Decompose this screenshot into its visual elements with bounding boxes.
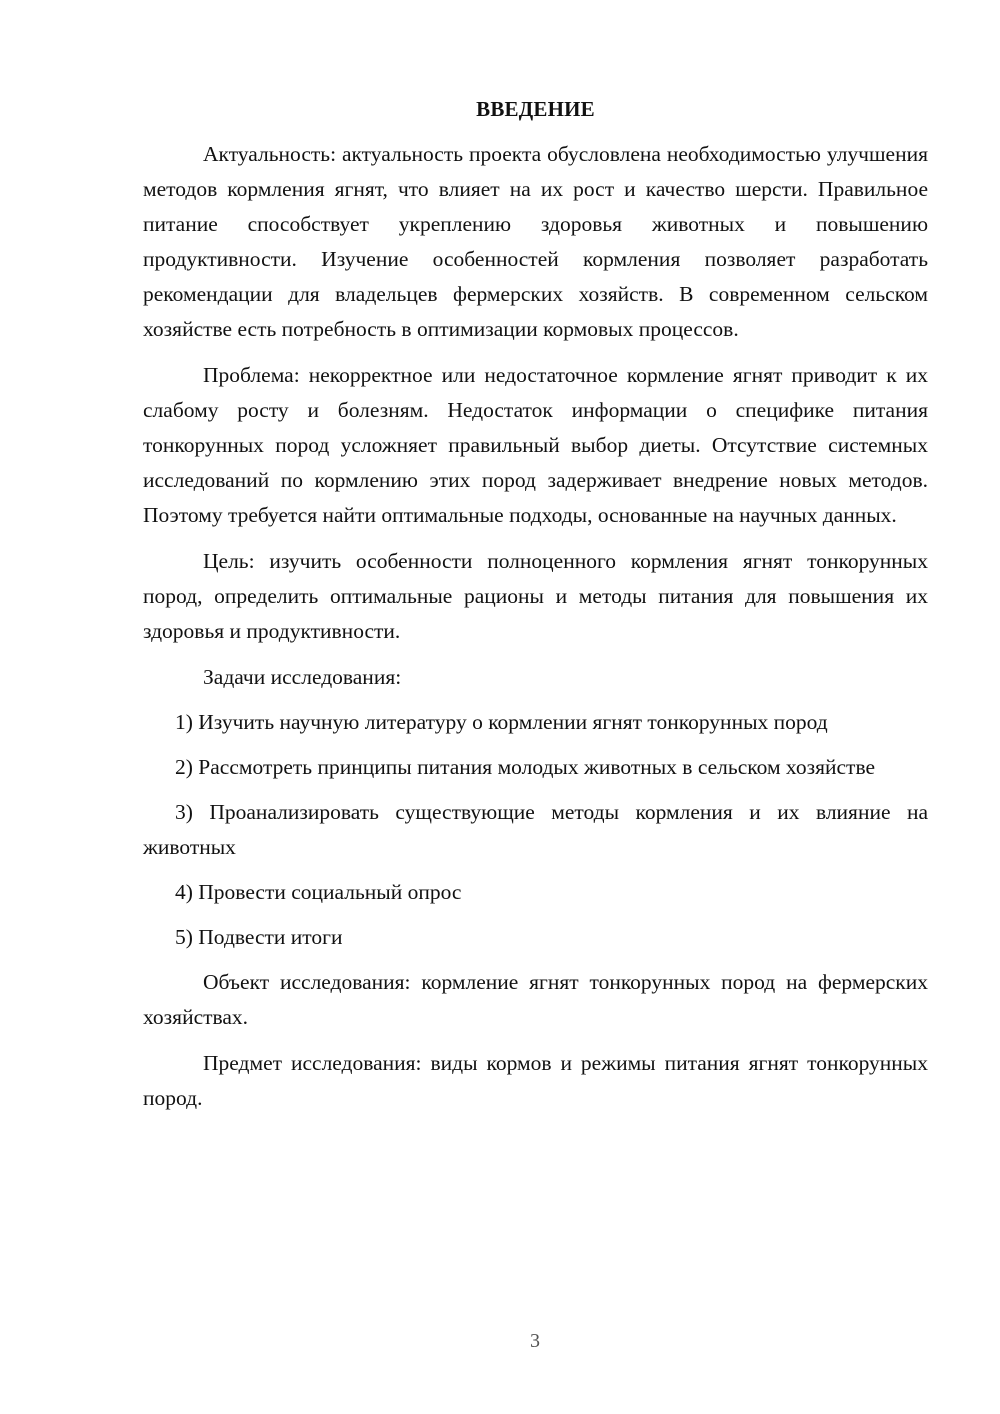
task-item: 5) Подвести итоги <box>175 925 343 949</box>
task-item: 1) Изучить научную литературу о кормлении ягнят тонкорунных пород <box>175 710 828 734</box>
goal-paragraph: Цель: изучить особенности полноценного кормления ягнят тонкорунных пород, определить оптимальные рационы и методы питания для повышения их здоровья и продуктивности. <box>143 549 928 643</box>
problem-paragraph: Проблема: некорректное или недостаточное кормление ягнят приводит к их слабому росту и болезням. Недостаток информации о специфике питания тонкорунных пород усложняет правильный выбор диеты. Отсутствие системных исследований по кормлению этих пород задерживает внедрение новых методов. Поэтому требуется найти оптимальные подходы, основанные на научных данных. <box>143 363 928 527</box>
subject-paragraph: Предмет исследования: виды кормов и режимы питания ягнят тонкорунных пород. <box>143 1051 928 1110</box>
relevance-paragraph: Актуальность: актуальность проекта обусловлена необходимостью улучшения методов кормления ягнят, что влияет на их рост и качество шерсти. Правильное питание способствует укреплению здоровья животных и повышению продуктивности. Изучение особенностей кормления позволяет разработать рекомендации для владельцев фермерских хозяйств. В современном сельском хозяйстве есть потребность в оптимизации кормовых процессов. <box>143 142 928 341</box>
section-heading: ВВЕДЕНИЕ <box>476 97 595 121</box>
object-paragraph: Объект исследования: кормление ягнят тонкорунных пород на фермерских хозяйствах. <box>143 970 928 1029</box>
task-item: 3) Проанализировать существующие методы кормления и их влияние на животных <box>143 800 928 859</box>
task-item: 4) Провести социальный опрос <box>175 880 462 904</box>
task-item: 2) Рассмотреть принципы питания молодых животных в сельском хозяйстве <box>175 755 876 779</box>
tasks-heading: Задачи исследования: <box>203 665 402 689</box>
document-page <box>143 92 928 1127</box>
page-number: 3 <box>530 1330 540 1352</box>
